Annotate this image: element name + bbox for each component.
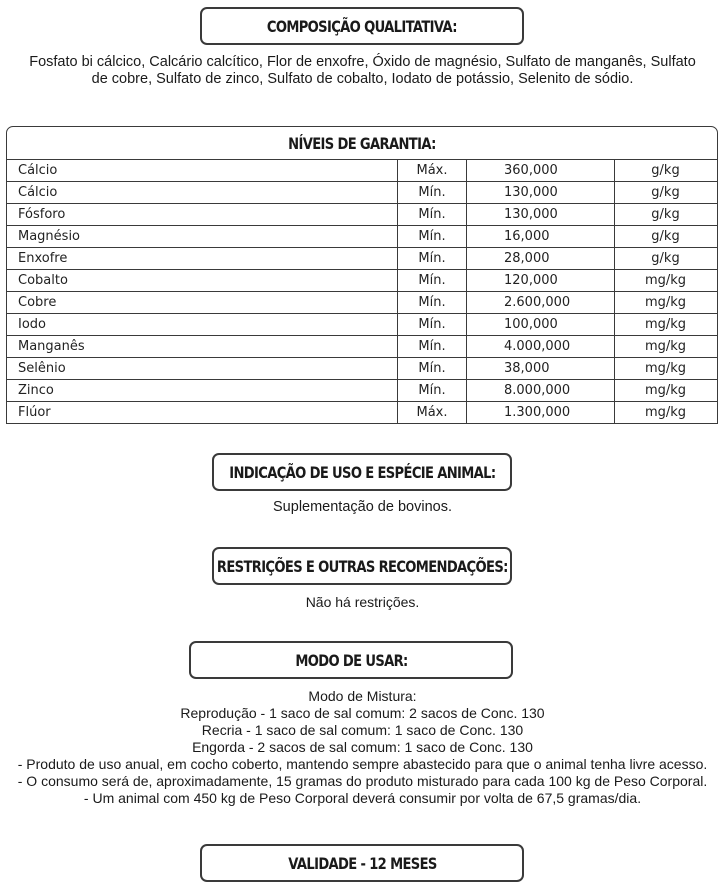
modo-line: Recria - 1 saco de sal comum: 1 saco de Conc. 130 [201,722,524,738]
nutrient-value: 16,000 [467,226,615,247]
limit-type: Mín. [398,336,467,357]
nutrient-value: 360,000 [467,160,615,181]
validade-heading-text: VALIDADE - 12 MESES [287,853,437,873]
composicao-heading-text: COMPOSIÇÃO QUALITATIVA: [267,16,457,36]
nutrient-unit: g/kg [651,229,680,244]
nutrient-value: 28,000 [467,248,615,269]
nutrient-value: 100,000 [467,314,615,335]
limit-type: Máx. [398,402,467,423]
garantia-heading-text: NÍVEIS DE GARANTIA: [288,133,436,153]
table-row [7,314,717,336]
limit-type: Mín. [398,380,467,401]
nutrient-name: Flúor [7,402,398,423]
modo-line: Engorda - 2 sacos de sal comum: 1 saco de Conc. 130 [192,739,533,755]
limit-type: Mín. [398,314,467,335]
modo-heading-text: MODO DE USAR: [294,650,408,670]
limit-type: Mín. [398,358,467,379]
limit-type: Mín. [398,204,467,225]
table-row [7,292,717,314]
limit-type: Mín. [398,182,467,203]
nutrient-unit: mg/kg [644,383,687,398]
nutrient-unit: mg/kg [644,273,687,288]
table-row [7,226,717,248]
modo-line: Reprodução - 1 saco de sal comum: 2 sacos de Conc. 130 [180,705,545,721]
composicao-line-1: Fosfato bi cálcico, Calcário calcítico, Flor de enxofre, Óxido de magnésio, Sulfato de manganês, Sulfato [29,54,696,70]
modo-heading [189,641,513,679]
nutrient-name: Cálcio [7,182,398,203]
nutrient-value: 1.300,000 [467,402,615,423]
nutrient-name: Selênio [7,358,398,379]
indicacao-heading-text: INDICAÇÃO DE USO E ESPÉCIE ANIMAL: [228,462,496,482]
limit-type: Mín. [398,248,467,269]
nutrient-unit: g/kg [651,207,680,222]
nutrient-value: 4.000,000 [467,336,615,357]
nutrient-unit: mg/kg [644,295,687,310]
nutrient-name: Magnésio [7,226,398,247]
nutrient-name: Cobalto [7,270,398,291]
indicacao-text: Suplementação de bovinos. [273,499,452,515]
table-row [7,182,717,204]
limit-type: Mín. [398,292,467,313]
nutrient-unit: mg/kg [644,405,687,420]
limit-type: Mín. [398,226,467,247]
modo-line: Modo de Mistura: [308,688,417,704]
restricoes-heading [212,547,512,585]
table-row [7,336,717,358]
table-row [7,380,717,402]
nutrient-unit: g/kg [651,251,680,266]
modo-line: - Produto de uso anual, em cocho coberto, mantendo sempre abastecido para que o animal tenha livre acesso. [17,756,708,772]
table-row [7,248,717,270]
nutrient-value: 130,000 [467,204,615,225]
indicacao-heading [212,453,512,491]
nutrient-unit: g/kg [651,163,680,178]
table-row [7,204,717,226]
table-row [7,358,717,380]
modo-text [0,688,725,807]
limit-type: Máx. [398,160,467,181]
nutrient-unit: mg/kg [644,317,687,332]
garantia-table [6,126,718,424]
nutrient-value: 8.000,000 [467,380,615,401]
nutrient-unit: g/kg [651,185,680,200]
nutrient-name: Cobre [7,292,398,313]
nutrient-name: Enxofre [7,248,398,269]
nutrient-unit: mg/kg [644,361,687,376]
modo-line: - Um animal com 450 kg de Peso Corporal deverá consumir por volta de 67,5 gramas/dia. [83,790,642,806]
nutrient-name: Iodo [7,314,398,335]
composicao-line-2: de cobre, Sulfato de zinco, Sulfato de cobalto, Iodato de potássio, Selenito de sódio. [91,71,634,87]
nutrient-name: Zinco [7,380,398,401]
validade-heading [200,844,524,882]
garantia-rows [7,160,717,423]
nutrient-value: 38,000 [467,358,615,379]
nutrient-name: Cálcio [7,160,398,181]
nutrient-name: Manganês [7,336,398,357]
composicao-heading [200,7,524,45]
nutrient-unit: mg/kg [644,339,687,354]
modo-line: - O consumo será de, aproximadamente, 15 gramas do produto misturado para cada 100 kg de Peso Corporal. [17,773,708,789]
nutrient-value: 130,000 [467,182,615,203]
table-row [7,160,717,182]
restricoes-text: Não há restrições. [305,594,420,610]
table-row [7,270,717,292]
table-row [7,402,717,423]
composicao-text [0,54,725,88]
nutrient-value: 2.600,000 [467,292,615,313]
limit-type: Mín. [398,270,467,291]
nutrient-value: 120,000 [467,270,615,291]
nutrient-name: Fósforo [7,204,398,225]
garantia-heading [7,127,717,160]
restricoes-heading-text: RESTRIÇÕES E OUTRAS RECOMENDAÇÕES: [216,556,508,576]
